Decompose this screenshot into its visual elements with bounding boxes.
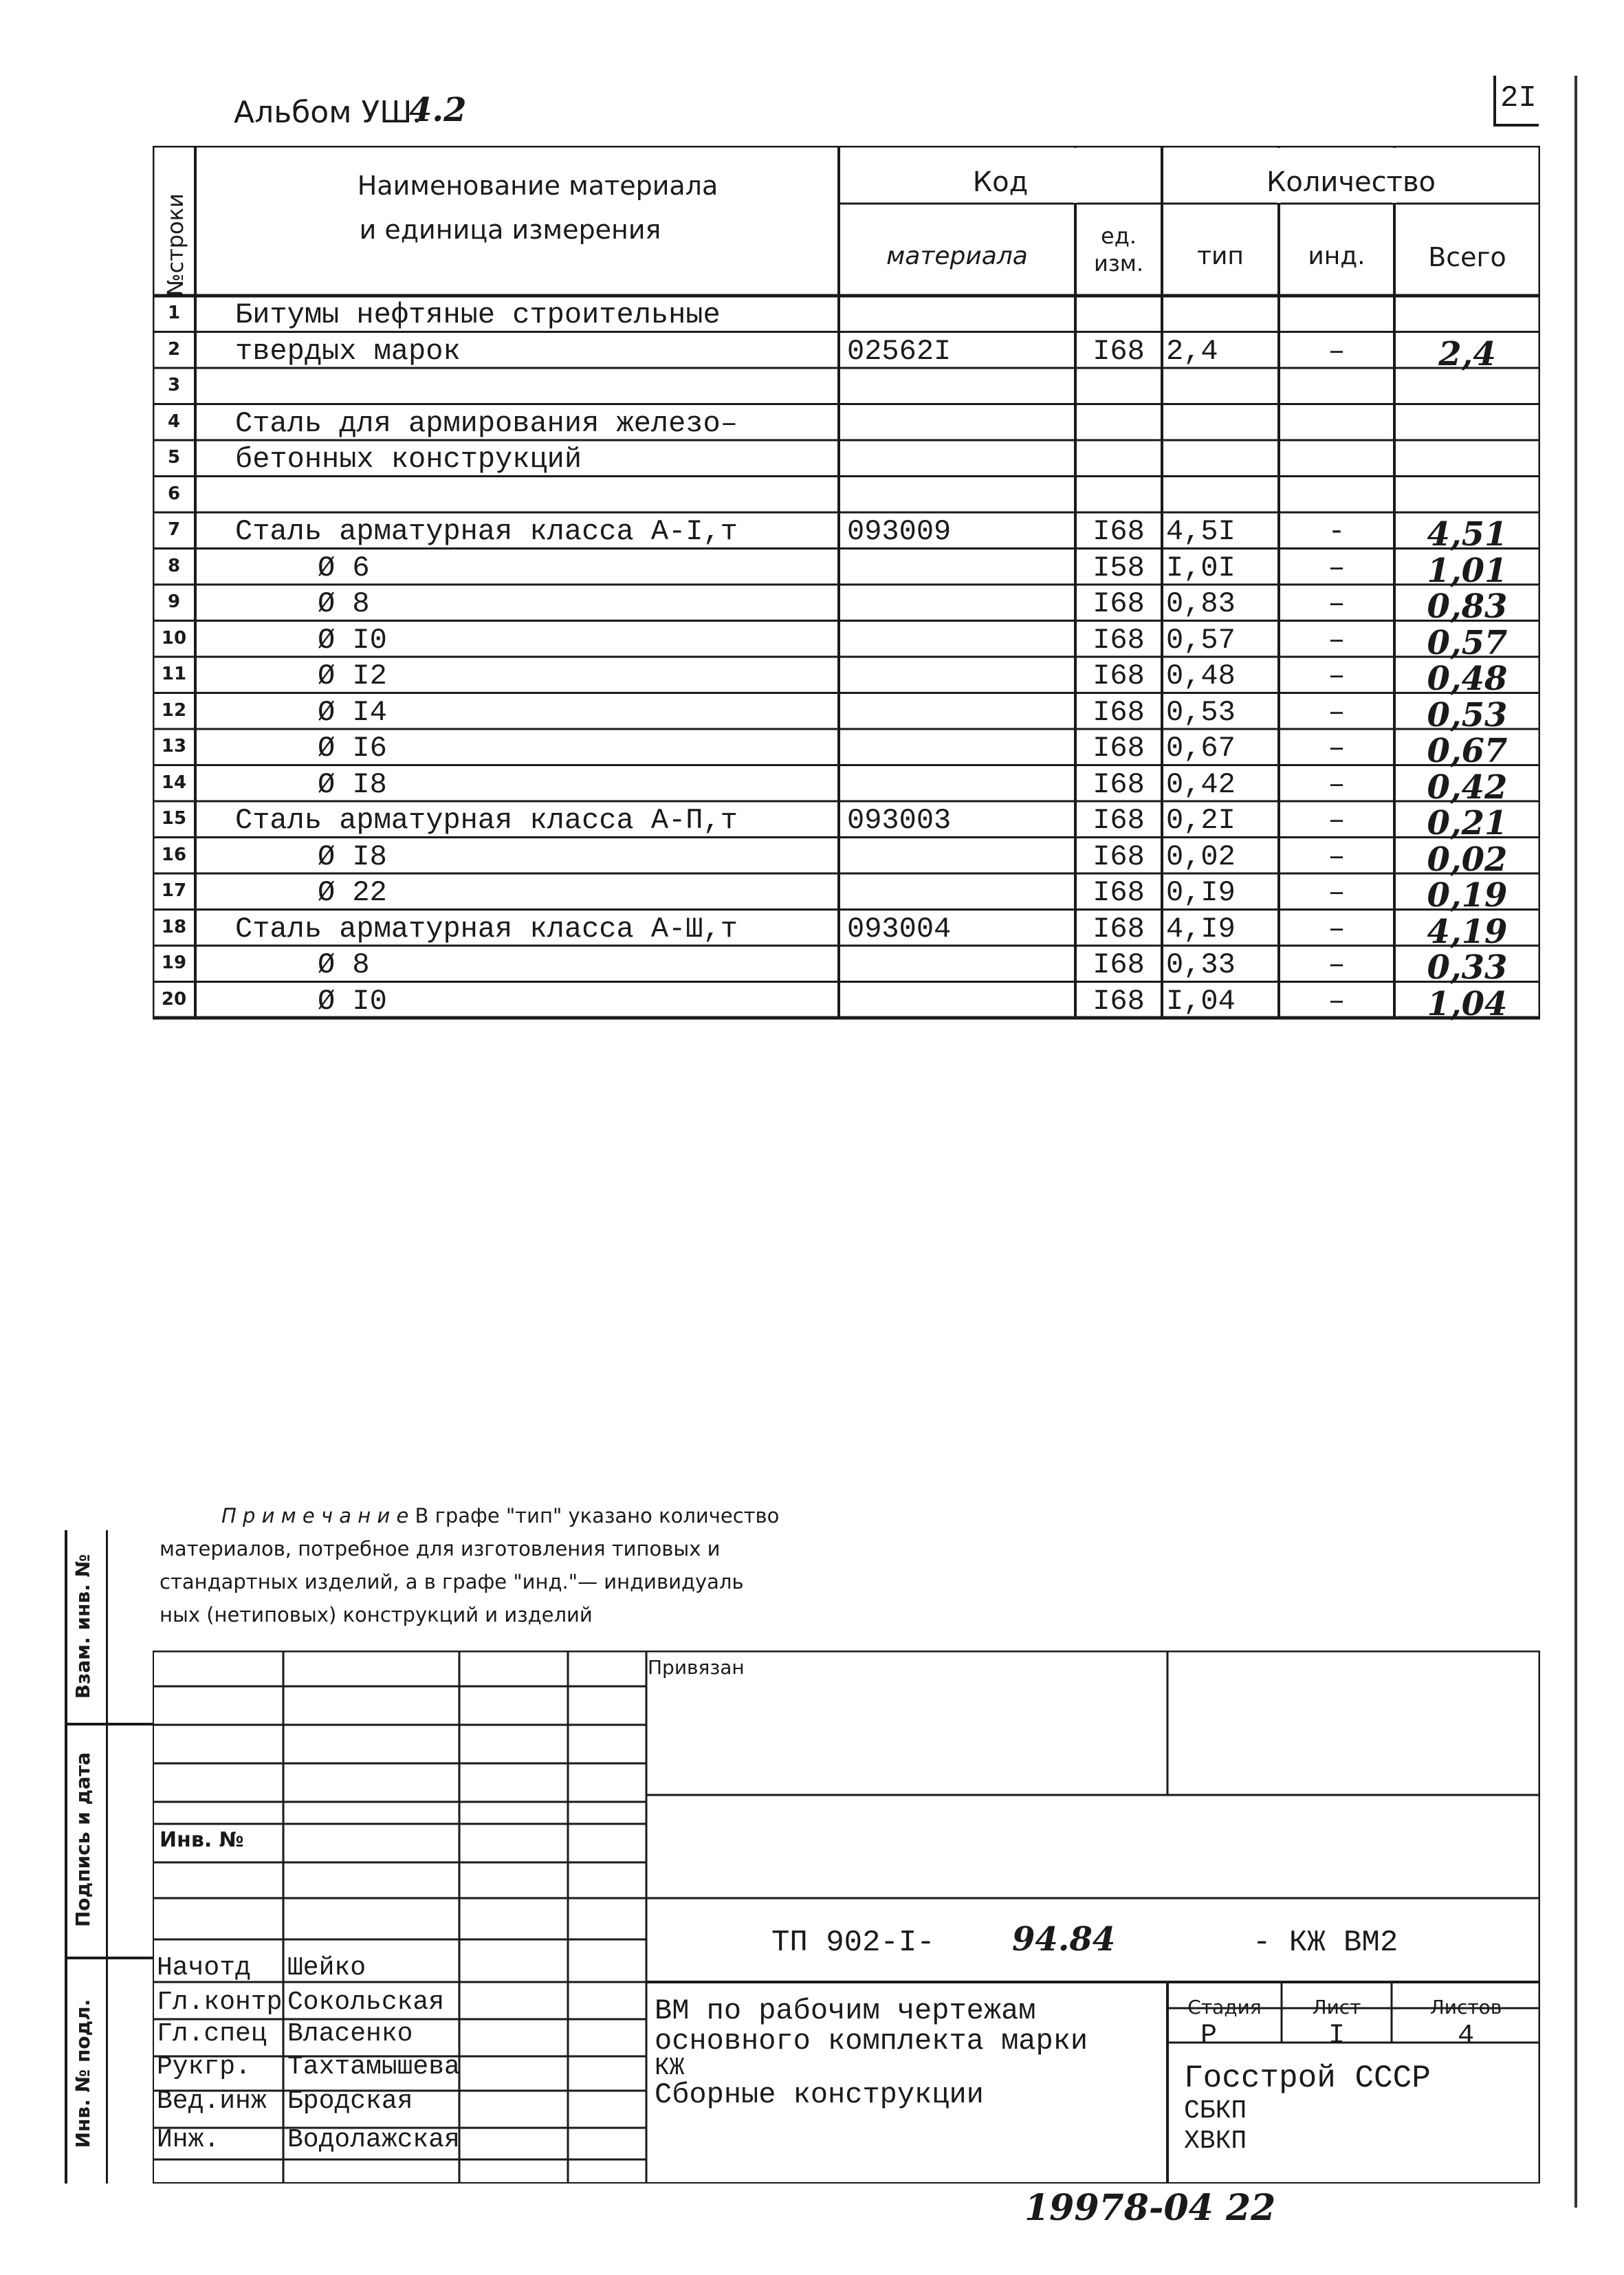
quantity-ind: – [1328,732,1346,765]
name-header-line1: Наименование материала [357,171,718,201]
side-label-vzam: Взам. инв. № [72,1554,94,1699]
material-name: Сталь арматурная класса А-I,т [235,515,738,548]
row-number: 4 [167,411,181,432]
quantity-ind: – [1328,948,1346,981]
table-row [153,368,1540,404]
note-line-2: материалов, потребное для изготовления типовых и [160,1537,721,1560]
table-row [153,801,1540,842]
unit-code: I68 [1093,876,1145,909]
row-number: 12 [161,699,187,721]
staff-role: Рукгр. [157,2052,251,2082]
quantity-total: 4,19 [1427,912,1508,951]
row-number: 10 [161,627,187,649]
material-code: 02562I [847,334,952,368]
row-number: 1 [167,303,181,323]
code-unit-header-2: изм. [1093,250,1144,276]
quantity-ind: – [1328,551,1346,585]
materials-table [153,146,1540,1494]
row-number: 7 [167,519,181,540]
table-row [153,296,1540,332]
quantity-type: 0,57 [1166,623,1236,657]
quantity-total: 0,33 [1427,948,1508,987]
quantity-type: 2,4 [1166,334,1218,368]
note-lead: П р и м е ч а н и е [221,1504,409,1527]
row-number: 5 [167,447,181,468]
quantity-type: 4,I9 [1166,912,1236,946]
quantity-ind: – [1328,587,1346,620]
material-name: Ø 22 [318,876,387,909]
row-number: 20 [161,988,187,1010]
document-mark: - КЖ ВМ2 [1253,1926,1398,1960]
unit-code: I68 [1093,695,1145,729]
note-line1: В графе "тип" указано количество [415,1504,780,1527]
document-code: ТП 902-I- [771,1926,935,1960]
quantity-ind-header: инд. [1308,242,1365,270]
staff-role: Гл.контр [157,1988,283,2017]
material-name: Ø 8 [318,948,370,981]
table-row [153,440,1540,477]
table-row [153,512,1540,554]
staff-role: Начотд [157,1953,251,1983]
unit-code: I68 [1093,768,1145,801]
quantity-type: 0,02 [1166,840,1236,873]
quantity-type: 0,I9 [1166,876,1236,909]
document-code-handwritten: 94.84 [1012,1920,1116,1959]
table-row [153,585,1540,626]
quantity-header: Количество [1266,166,1436,198]
row-number-header: №строки [162,193,188,296]
table-row [153,910,1540,951]
material-name: Ø 8 [318,587,370,620]
unit-code: I68 [1093,515,1145,548]
staff-role: Гл.спец [157,2019,267,2049]
quantity-type: 0,83 [1166,587,1236,620]
album-number: 4.2 [409,91,467,129]
name-header-line2: и единица измерения [359,215,661,245]
material-name: Ø I6 [318,732,387,765]
sheet-label: Лист [1312,1996,1361,2018]
row-number: 9 [167,591,181,612]
staff-role: Вед.инж [157,2087,267,2116]
quantity-total: 0,42 [1427,768,1508,807]
table-row [153,332,1540,373]
row-number: 17 [161,880,187,901]
note-line-1 [160,1499,985,1532]
quantity-type: 4,5I [1166,515,1236,548]
quantity-ind: - [1328,515,1346,548]
quantity-type: 0,53 [1166,695,1236,729]
title-line-2: основного комплекта марки [655,2025,1088,2058]
staff-name: Водолажская [287,2125,460,2155]
stage-value: Р [1200,2021,1217,2051]
material-name: Ø 6 [318,551,370,585]
quantity-ind: – [1328,912,1346,946]
code-unit-header-1: ед. [1101,223,1137,249]
unit-code: I68 [1093,623,1145,657]
quantity-type: I,0I [1166,551,1236,585]
row-number: 8 [167,555,181,576]
material-name: Ø I0 [318,984,387,1018]
unit-code: I68 [1093,840,1145,873]
material-code: 093009 [847,515,952,548]
table-row [153,549,1540,590]
quantity-type: I,04 [1166,984,1236,1018]
material-name: Сталь арматурная класса А-П,т [235,804,738,837]
table-row [153,838,1540,879]
quantity-ind: – [1328,334,1346,368]
material-name: Ø I0 [318,623,387,657]
note-line-4: ных (нетиповых) конструкций и изделий [160,1603,593,1626]
table-row [153,693,1540,734]
org-line-1: Госстрой СССР [1184,2060,1431,2096]
material-name: Ø I8 [318,768,387,801]
title-line-4: Сборные конструкции [655,2078,984,2111]
table-row [153,982,1540,1023]
table-row [153,657,1540,698]
quantity-total: 4,51 [1427,515,1508,554]
quantity-ind: – [1328,840,1346,873]
row-number: 16 [161,844,187,865]
staff-name: Шейко [287,1953,366,1983]
unit-code: I68 [1093,984,1145,1018]
privyazan-label: Привязан [648,1656,745,1679]
quantity-ind: – [1328,623,1346,657]
quantity-total: 0,48 [1427,660,1508,698]
side-strip [65,1530,153,2184]
staff-name: Сокольская [287,1988,445,2017]
row-number: 15 [161,808,187,829]
side-label-inv: Инв. № подл. [72,1999,94,2148]
material-code: 093003 [847,804,952,837]
row-number: 11 [161,664,187,684]
album-label: Альбом УШ. [234,95,422,130]
row-number: 19 [161,953,187,973]
quantity-total-header: Всего [1428,242,1506,272]
row-number: 6 [167,483,181,504]
quantity-ind: – [1328,695,1346,729]
quantity-total: 0,02 [1427,840,1508,879]
table-row [153,729,1540,770]
unit-code: I68 [1093,587,1145,620]
quantity-ind: – [1328,804,1346,837]
table-row [153,404,1540,441]
org-line-2: СБКП [1184,2096,1247,2126]
code-header: Код [972,166,1029,198]
quantity-type: 0,48 [1166,660,1236,693]
table-row [153,946,1540,987]
code-material-header: материала [886,242,1028,270]
material-name: твердых марок [235,334,461,368]
sheets-value: 4 [1457,2021,1474,2051]
row-number: 14 [161,772,187,793]
unit-code: I68 [1093,732,1145,765]
stage-label: Стадия [1187,1996,1262,2018]
note-line-3: стандартных изделий, а в графе "инд."— индивидуаль [160,1570,744,1593]
material-name: Ø I4 [318,695,387,729]
row-number: 18 [161,916,187,937]
material-name: бетонных конструкций [235,443,582,476]
unit-code: I68 [1093,948,1145,981]
material-name: Битумы нефтяные строительные [235,298,721,331]
quantity-total: 1,04 [1427,984,1508,1023]
quantity-ind: – [1328,660,1346,693]
inventory-number-label: Инв. № [160,1828,244,1852]
row-number: 3 [167,375,181,395]
quantity-type: 0,2I [1166,804,1236,837]
sheets-label: Листов [1429,1996,1502,2018]
title-block [153,1651,1540,2184]
material-code: 093004 [847,912,952,946]
quantity-type: 0,33 [1166,948,1236,981]
quantity-total: 0,83 [1427,587,1508,626]
material-name: Сталь для армирования железо– [235,406,738,440]
table-row [153,477,1540,513]
table-row [153,765,1540,807]
side-label-podpis: Подпись и дата [72,1752,94,1928]
table-row [153,873,1540,915]
title-line-1: ВМ по рабочим чертежам [655,1994,1036,2027]
org-line-3: ХВКП [1184,2126,1247,2156]
right-border [1574,76,1577,2208]
quantity-total: 2,4 [1438,334,1496,373]
note-block [160,1499,985,1631]
title-line-3: КЖ [655,2054,685,2082]
quantity-ind: – [1328,984,1346,1018]
quantity-total: 0,21 [1427,804,1508,842]
quantity-ind: – [1328,768,1346,801]
unit-code: I58 [1093,551,1145,585]
table-row [153,621,1540,662]
quantity-total: 0,53 [1427,695,1508,734]
row-number: 2 [167,338,181,360]
unit-code: I68 [1093,660,1145,693]
unit-code: I68 [1093,334,1145,368]
sheet-value: I [1328,2021,1345,2051]
quantity-type: 0,67 [1166,732,1236,765]
material-name: Сталь арматурная класса А-Ш,т [235,912,738,946]
staff-name: Тахтамышева [287,2052,460,2082]
quantity-total: 1,01 [1427,551,1508,590]
sheet-number: 2I [1500,81,1537,116]
unit-code: I68 [1093,804,1145,837]
staff-name: Бродская [287,2087,413,2116]
quantity-type-header: тип [1197,242,1244,270]
quantity-total: 0,19 [1427,876,1508,915]
unit-code: I68 [1093,912,1145,946]
material-name: Ø I2 [318,660,387,693]
quantity-total: 0,57 [1427,623,1508,662]
material-name: Ø I8 [318,840,387,873]
row-number: 13 [161,736,187,756]
footer-number: 19978-04 22 [1024,2187,1276,2229]
quantity-total: 0,67 [1427,732,1508,770]
quantity-ind: – [1328,876,1346,909]
quantity-type: 0,42 [1166,768,1236,801]
staff-name: Власенко [287,2019,413,2049]
staff-role: Инж. [157,2125,220,2155]
